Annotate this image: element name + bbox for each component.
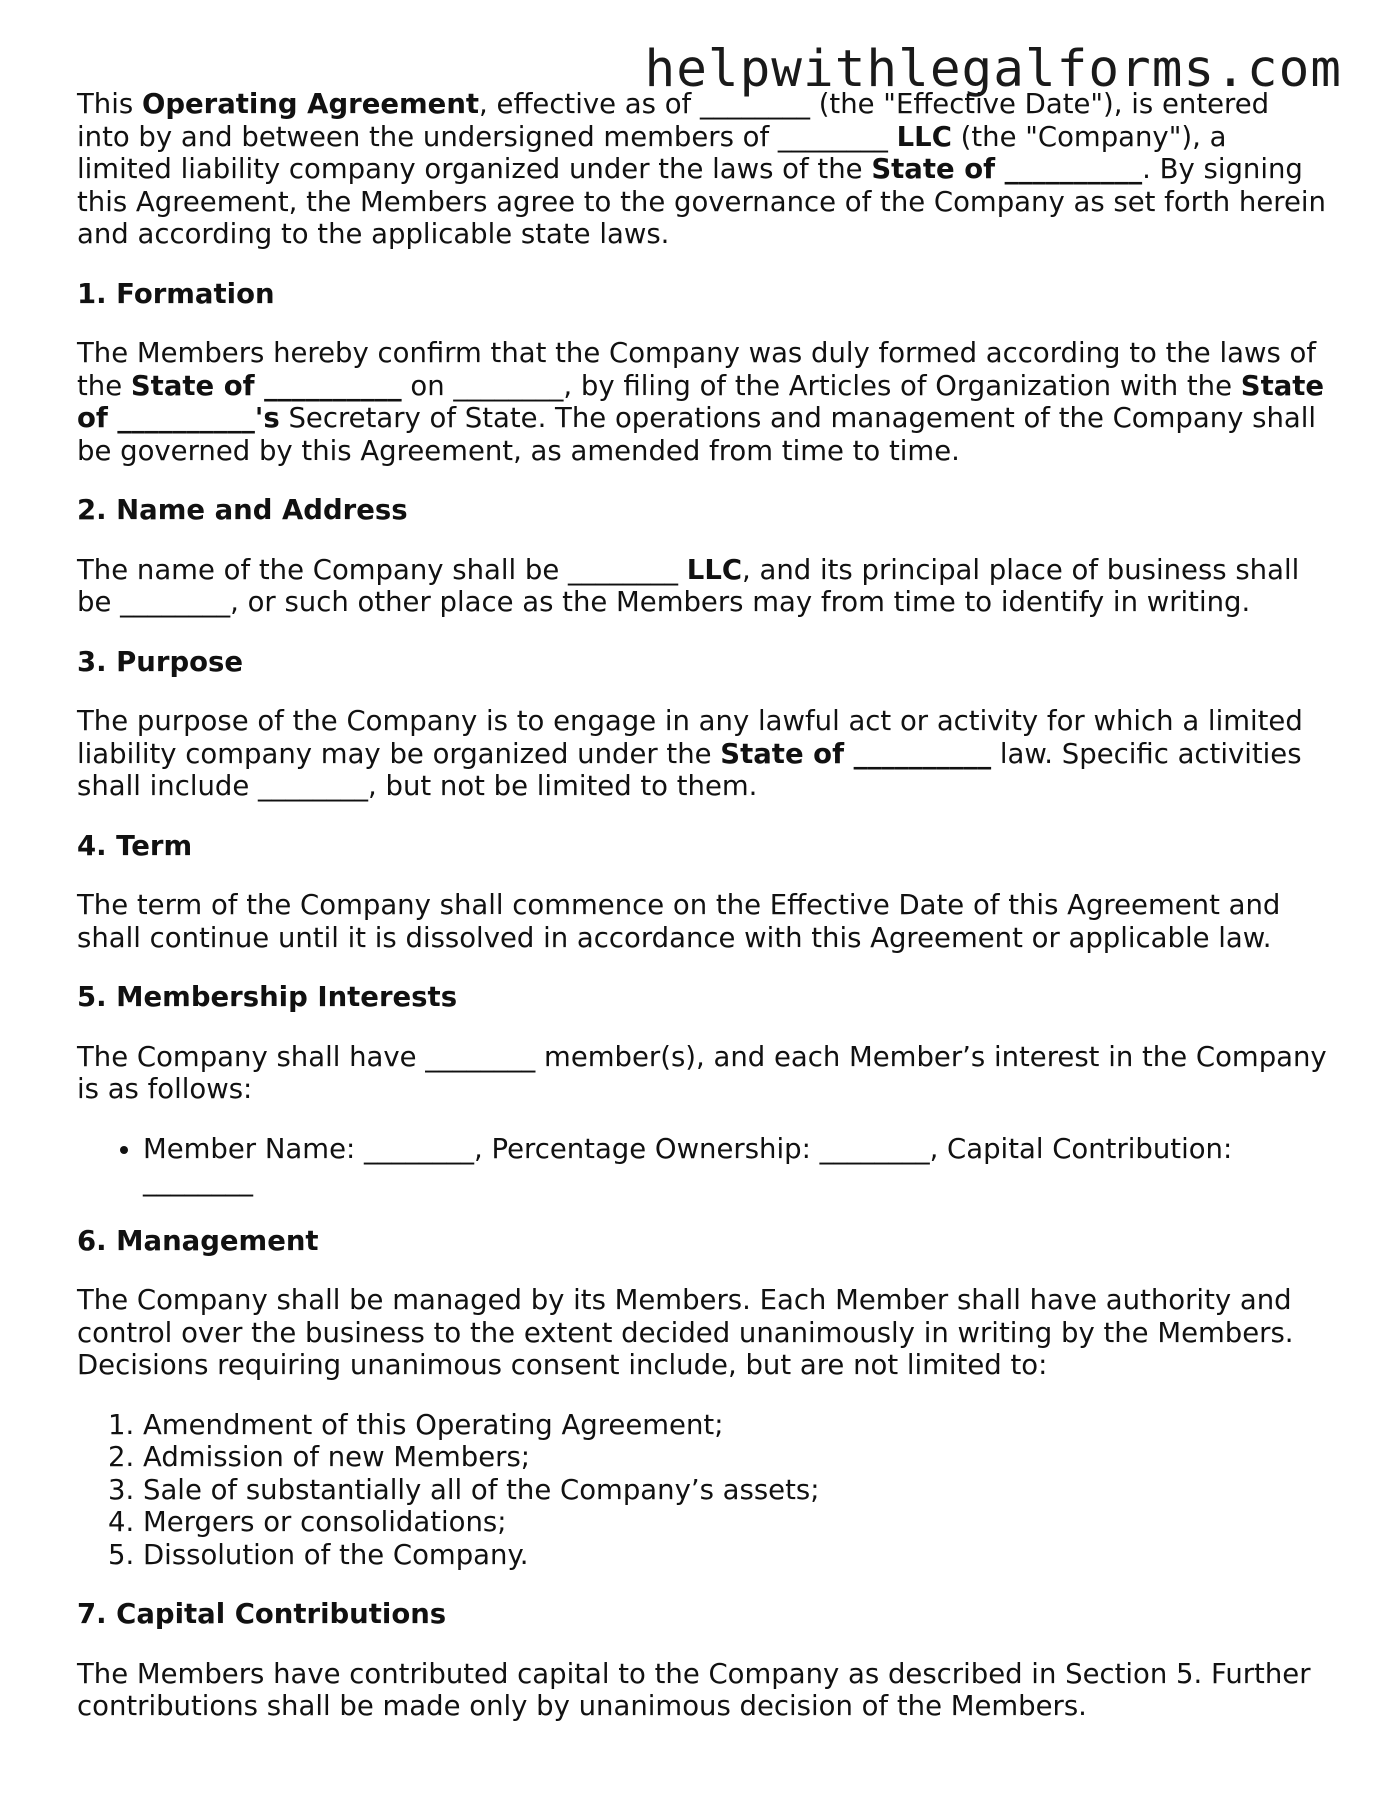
list-item: • Member Name: ________, Percentage Ownership: ________, Capital Contribution: ________ (143, 1133, 1327, 1198)
list-item: 4. Mergers or consolidations; (143, 1506, 1327, 1539)
name-address-text-1: The name of the Company shall be ________ (77, 553, 687, 586)
unanimous-decisions-list (77, 1409, 1327, 1572)
purpose-paragraph (77, 705, 1327, 803)
purpose-text-2: law. Specific activities shall include ________, but not be limited to them. (77, 737, 1302, 802)
name-address-text-2: , and its principal place of business shall be ________, or such other place as the Members may from time to identify in writing. (77, 553, 1300, 618)
membership-bullet-list (77, 1133, 1327, 1198)
section-heading-purpose: 3. Purpose (77, 645, 244, 678)
intro-text-3: (the "Company"), a limited liability company organized under the laws of the (77, 120, 1227, 185)
formation-text-3: Secretary of State. The operations and management of the Company shall be governed by this Agreement, as amended from time to time. (77, 402, 1317, 467)
section-heading-membership: 5. Membership Interests (77, 981, 458, 1013)
management-paragraph: The Company shall be managed by its Members. Each Member shall have authority and control over the business to the extent decided unanimously in writing by the Members. Decisions requiring unanimous consent include, but are not limited to: (77, 1284, 1294, 1381)
intro-bold-state: State of __________ (871, 153, 1143, 185)
term-paragraph: The term of the Company shall commence on the Effective Date of this Agreement and shall continue until it is dissolved in accordance with this Agreement or applicable law. (77, 889, 1281, 954)
section-heading-formation: 1. Formation (77, 277, 275, 310)
intro-text-2: , effective as of ________ (the "Effective Date"), is entered into by and between the undersigned members of ________ (77, 88, 1270, 153)
section-heading-capital: 7. Capital Contributions (77, 1598, 447, 1630)
formation-bold-state-secretary: State of __________'s (77, 369, 1325, 434)
intro-bold-title: Operating Agreement (141, 88, 480, 120)
intro-text-4: . By signing this Agreement, the Members agree to the governance of the Company as set forth herein and according to the applicable state laws. (77, 153, 1326, 250)
list-item: 3. Sale of substantially all of the Company’s assets; (143, 1474, 1327, 1507)
purpose-text-1: The purpose of the Company is to engage in any lawful act or activity for which a limited liability company may be organized under the (77, 705, 1303, 770)
intro-text-1: This (77, 88, 142, 120)
list-item: 1. Amendment of this Operating Agreement; (143, 1409, 1327, 1442)
section-heading-management: 6. Management (77, 1224, 319, 1257)
formation-paragraph (77, 337, 1327, 467)
site-watermark: helpwithlegalforms.com (644, 40, 1342, 99)
list-item: 2. Admission of new Members; (143, 1441, 1327, 1474)
name-address-paragraph (77, 554, 1327, 619)
membership-paragraph: The Company shall have ________ member(s), and each Member’s interest in the Company is as follows: (77, 1040, 1327, 1105)
operating-agreement-document (77, 88, 1327, 1750)
name-address-bold-llc: LLC (686, 553, 743, 586)
formation-text-1: The Members hereby confirm that the Company was duly formed according to the laws of the (77, 337, 1317, 402)
list-item: 5. Dissolution of the Company. (143, 1539, 1327, 1572)
purpose-bold-state: State of __________ (720, 737, 992, 770)
intro-bold-llc: LLC (896, 120, 952, 153)
formation-text-2: on ________, by filing of the Articles of Organization with the (401, 369, 1241, 402)
section-heading-term: 4. Term (77, 829, 193, 862)
section-heading-name-address: 2. Name and Address (77, 494, 408, 526)
capital-paragraph: The Members have contributed capital to the Company as described in Section 5. Further contributions shall be made only by unanimous decision of the Members. (77, 1657, 1311, 1722)
formation-bold-state: State of __________ (130, 369, 402, 402)
intro-paragraph (77, 88, 1327, 251)
